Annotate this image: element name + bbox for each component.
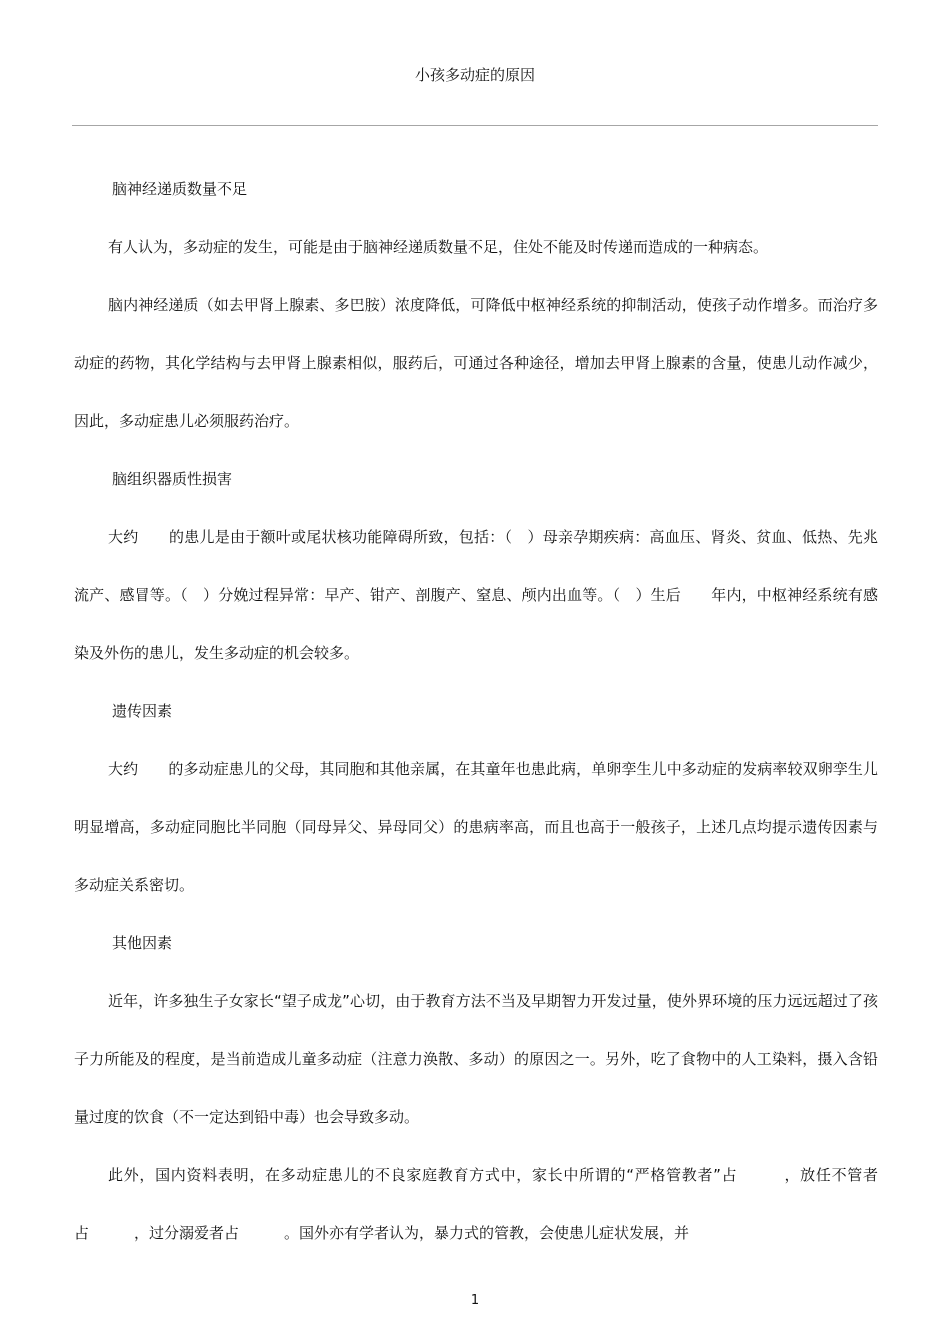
section-heading: 遗传因素 bbox=[112, 702, 173, 720]
title-divider bbox=[72, 125, 878, 126]
paragraph: 大约 的多动症患儿的父母，其同胞和其他亲属，在其童年也患此病，单卵孪生儿中多动症的发病率较双卵孪生儿明显增高，多动症同胞比半同胞（同母异父、异母同父）的患病率高，而且也高于一般孩子，上述几点均提示遗传因素与多动症关系密切。 bbox=[74, 760, 878, 894]
paragraph: 近年，许多独生子女家长“望子成龙”心切，由于教育方法不当及早期智力开发过量，使外界环境的压力远远超过了孩子力所能及的程度，是当前造成儿童多动症（注意力涣散、多动）的原因之一。另外，吃了食物中的人工染料，摄入含铅量过度的饮食（不一定达到铅中毒）也会导致多动。 bbox=[74, 992, 878, 1126]
section-heading: 脑神经递质数量不足 bbox=[112, 180, 248, 198]
section-heading: 其他因素 bbox=[112, 934, 173, 952]
paragraph: 脑内神经递质（如去甲肾上腺素、多巴胺）浓度降低，可降低中枢神经系统的抑制活动，使孩子动作增多。而治疗多动症的药物，其化学结构与去甲肾上腺素相似，服药后，可通过各种途径，增加去甲肾上腺素的含量，使患儿动作减少，因此，多动症患儿必须服药治疗。 bbox=[74, 296, 878, 430]
paragraph: 此外，国内资料表明，在多动症患儿的不良家庭教育方式中，家长中所谓的“严格管教者”占 ，放任不管者占 ，过分溺爱者占 。国外亦有学者认为，暴力式的管教，会使患儿症状发展，并 bbox=[74, 1166, 878, 1242]
page-number: 1 bbox=[470, 1293, 480, 1308]
paragraph: 有人认为，多动症的发生，可能是由于脑神经递质数量不足，住处不能及时传递而造成的一种病态。 bbox=[108, 238, 769, 256]
paragraph: 大约 的患儿是由于额叶或尾状核功能障碍所致，包括：（ ）母亲孕期疾病：高血压、肾炎、贫血、低热、先兆流产、感冒等。（ ）分娩过程异常：早产、钳产、剖腹产、窒息、颅内出血等。（ ）生后 年内，中枢神经系统有感染及外伤的患儿，发生多动症的机会较多。 bbox=[74, 528, 878, 662]
page-title: 小孩多动症的原因 bbox=[414, 66, 535, 84]
document-body bbox=[74, 160, 878, 1262]
section-heading: 脑组织器质性损害 bbox=[112, 470, 233, 488]
